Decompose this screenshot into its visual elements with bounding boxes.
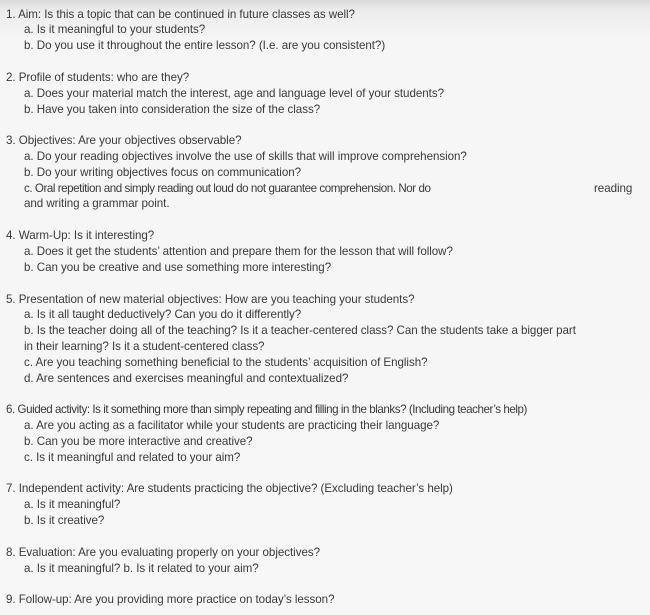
section-3-item-c: c. Oral repetition and simply reading out loud do not guarantee comprehension. Nor do (24, 182, 431, 195)
section-5-item-b-continued: in their learning? Is it a student-centered class? (24, 340, 265, 353)
section-7-item-a: a. Is it meaningful? (24, 498, 121, 511)
section-7-heading: 7. Independent activity: Are students practicing the objective? (Excluding teacher’s help) (6, 482, 453, 495)
section-4-item-b: b. Can you be creative and use something more interesting? (24, 261, 332, 274)
section-6-item-b: b. Can you be more interactive and creative? (24, 435, 253, 448)
section-8-heading: 8. Evaluation: Are you evaluating properly on your objectives? (6, 546, 320, 559)
section-2-item-a: a. Does your material match the interest, age and language level of your students? (24, 87, 444, 100)
section-3-item-c-continued: and writing a grammar point. (24, 197, 170, 210)
section-1-heading: 1. Aim: Is this a topic that can be continued in future classes as well? (6, 8, 355, 21)
section-9-heading: 9. Follow-up: Are you providing more practice on today’s lesson? (6, 593, 335, 606)
section-5-item-d: d. Are sentences and exercises meaningful and contextualized? (24, 372, 349, 385)
section-3-item-b: b. Do your writing objectives focus on communication? (24, 166, 302, 179)
section-3-heading: 3. Objectives: Are your objectives observable? (6, 134, 242, 147)
section-2-item-b: b. Have you taken into consideration the size of the class? (24, 103, 321, 116)
section-6-item-a: a. Are you acting as a facilitator while your students are practicing their language? (24, 419, 440, 432)
section-8-item-a: a. Is it meaningful? b. Is it related to your aim? (24, 562, 259, 575)
section-6-item-c: c. Is it meaningful and related to your aim? (24, 451, 241, 464)
section-5-item-a: a. Is it all taught deductively? Can you do it differently? (24, 308, 302, 321)
section-6-heading: 6. Guided activity: Is it something more than simply repeating and filling in the blanks? (Including teacher’s help) (6, 403, 527, 416)
section-5-item-b: b. Is the teacher doing all of the teaching? Is it a teacher-centered class? Can the students take a bigger part (24, 324, 576, 337)
section-2-heading: 2. Profile of students: who are they? (6, 71, 190, 84)
section-7-item-b: b. Is it creative? (24, 514, 105, 527)
section-4-heading: 4. Warm-Up: Is it interesting? (6, 229, 155, 242)
section-3-item-a: a. Do your reading objectives involve the use of skills that will improve comprehension? (24, 150, 467, 163)
section-1-item-a: a. Is it meaningful to your students? (24, 23, 206, 36)
section-3-trailing-word: reading (594, 182, 633, 195)
section-5-item-c: c. Are you teaching something beneficial to the students’ acquisition of English? (24, 356, 428, 369)
section-5-heading: 5. Presentation of new material objectives: How are you teaching your students? (6, 293, 415, 306)
section-4-item-a: a. Does it get the students’ attention and prepare them for the lesson that will follow? (24, 245, 453, 258)
section-1-item-b: b. Do you use it throughout the entire lesson? (I.e. are you consistent?) (24, 39, 386, 52)
